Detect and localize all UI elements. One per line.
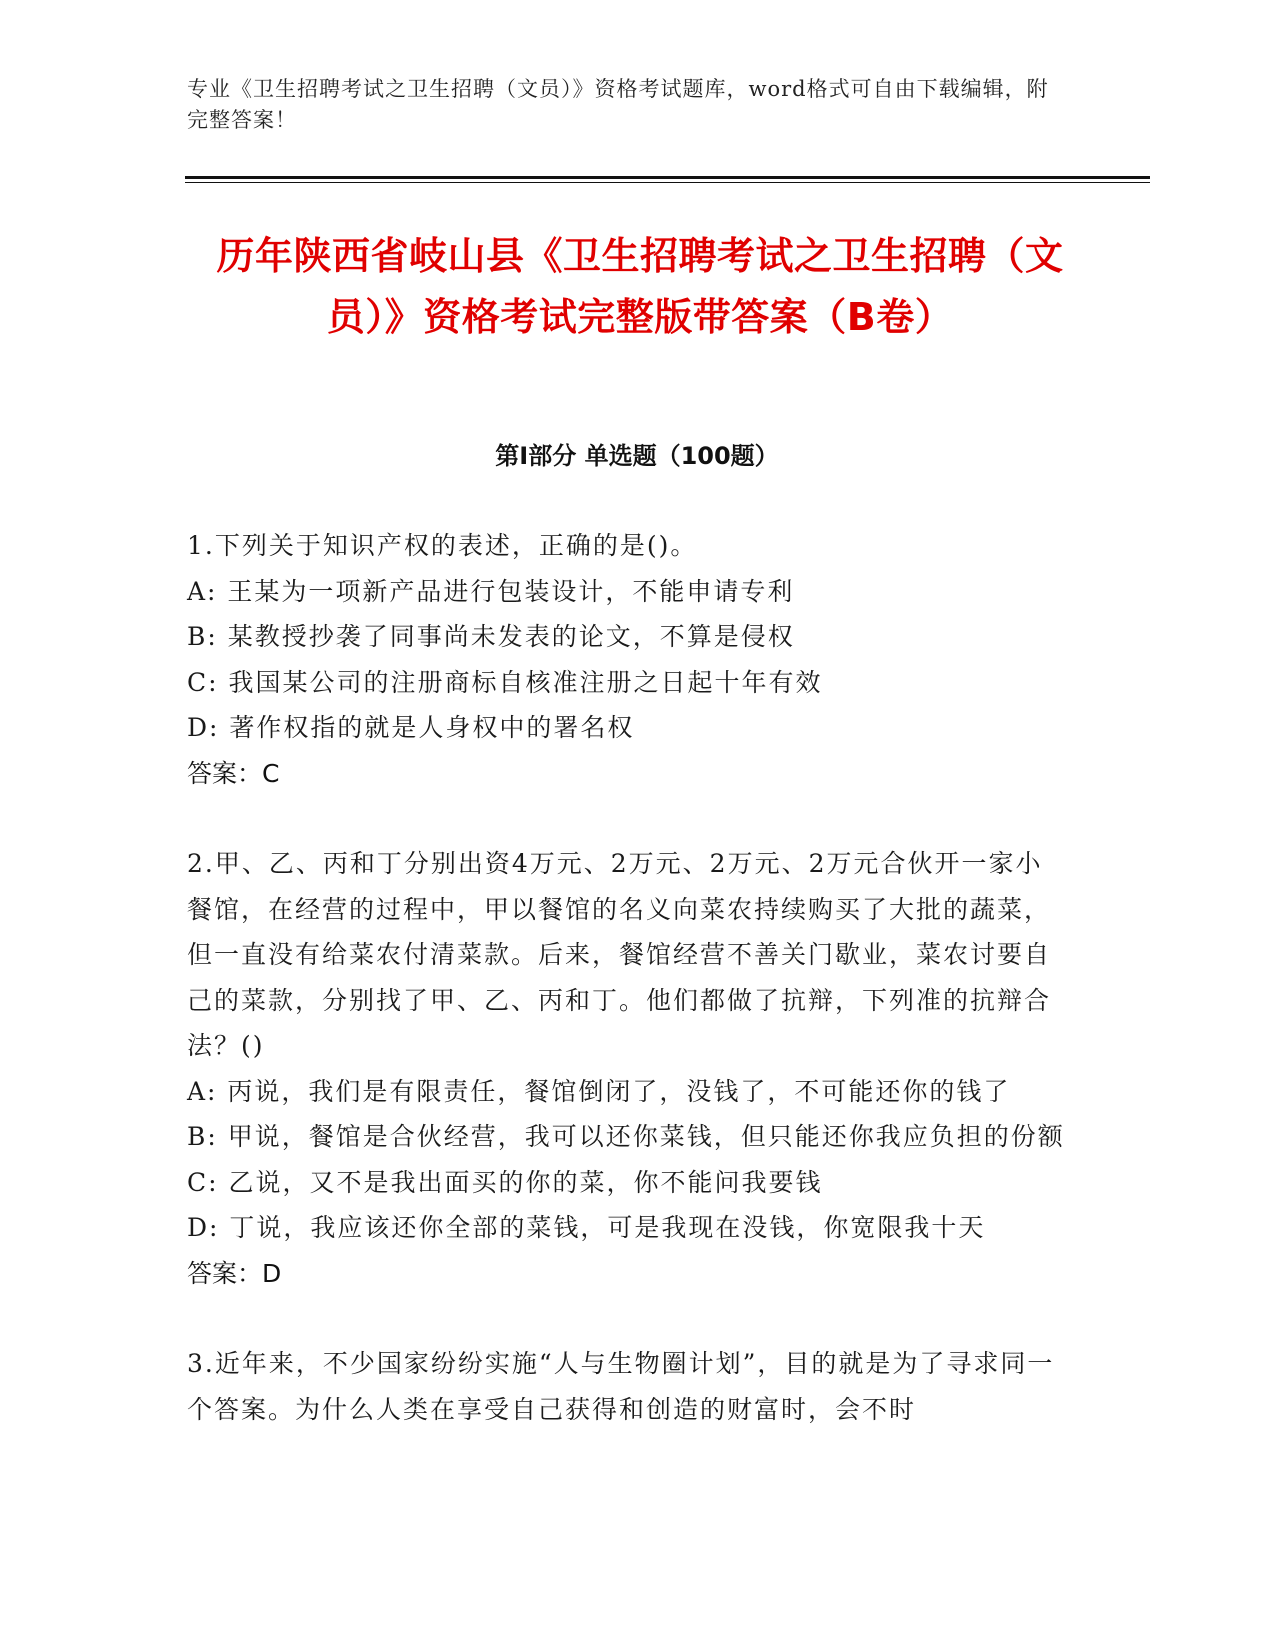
question-2	[187, 841, 1067, 1296]
header-note: 专业《卫生招聘考试之卫生招聘（文员）》资格考试题库，word格式可自由下载编辑，附完整答案！	[187, 77, 1049, 132]
question-3	[187, 1341, 1067, 1432]
option-b: B: 甲说，餐馆是合伙经营，我可以还你菜钱，但只能还你我应负担的份额	[187, 1122, 1065, 1151]
document-title: 历年陕西省岐山县《卫生招聘考试之卫生招聘（文员）》资格考试完整版带答案（B卷）	[216, 234, 1064, 339]
question-stem: 2.甲、乙、丙和丁分别出资4万元、2万元、2万元、2万元合伙开一家小餐馆，在经营的过程中，甲以餐馆的名义向菜农持续购买了大批的蔬菜，但一直没有给菜农付清菜款。后来，餐馆经营不善关门歇业，菜农讨要自己的菜款，分别找了甲、乙、丙和丁。他们都做了抗辩，下列准的抗辩合法？()	[187, 849, 1052, 1060]
option-d: D: 著作权指的就是人身权中的署名权	[187, 713, 635, 742]
question-stem: 3.近年来，不少国家纷纷实施“人与生物圈计划”，目的就是为了寻求同一个答案。为什么人类在享受自己获得和创造的财富时，会不时	[187, 1349, 1055, 1424]
option-c: C: 我国某公司的注册商标自核准注册之日起十年有效	[187, 667, 823, 697]
question-stem: 1.下列关于知识产权的表述，正确的是()。	[187, 531, 698, 560]
option-d: D: 丁说，我应该还你全部的菜钱，可是我现在没钱，你宽限我十天	[187, 1213, 986, 1242]
question-list	[187, 523, 1067, 1477]
header-rule-thick	[185, 176, 1150, 179]
question-1	[187, 523, 1067, 796]
option-b: B: 某教授抄袭了同事尚未发表的论文，不算是侵权	[187, 622, 795, 651]
option-c: C: 乙说，又不是我出面买的你的菜，你不能问我要钱	[187, 1167, 823, 1197]
answer: 答案：D	[187, 1258, 282, 1288]
answer: 答案：C	[187, 758, 280, 788]
header-rule-thin	[185, 182, 1150, 183]
section-heading: 第Ⅰ部分 单选题（100题）	[495, 442, 779, 470]
option-a: A: 丙说，我们是有限责任，餐馆倒闭了，没钱了，不可能还你的钱了	[187, 1076, 1011, 1106]
option-a: A: 王某为一项新产品进行包装设计，不能申请专利	[187, 576, 795, 606]
